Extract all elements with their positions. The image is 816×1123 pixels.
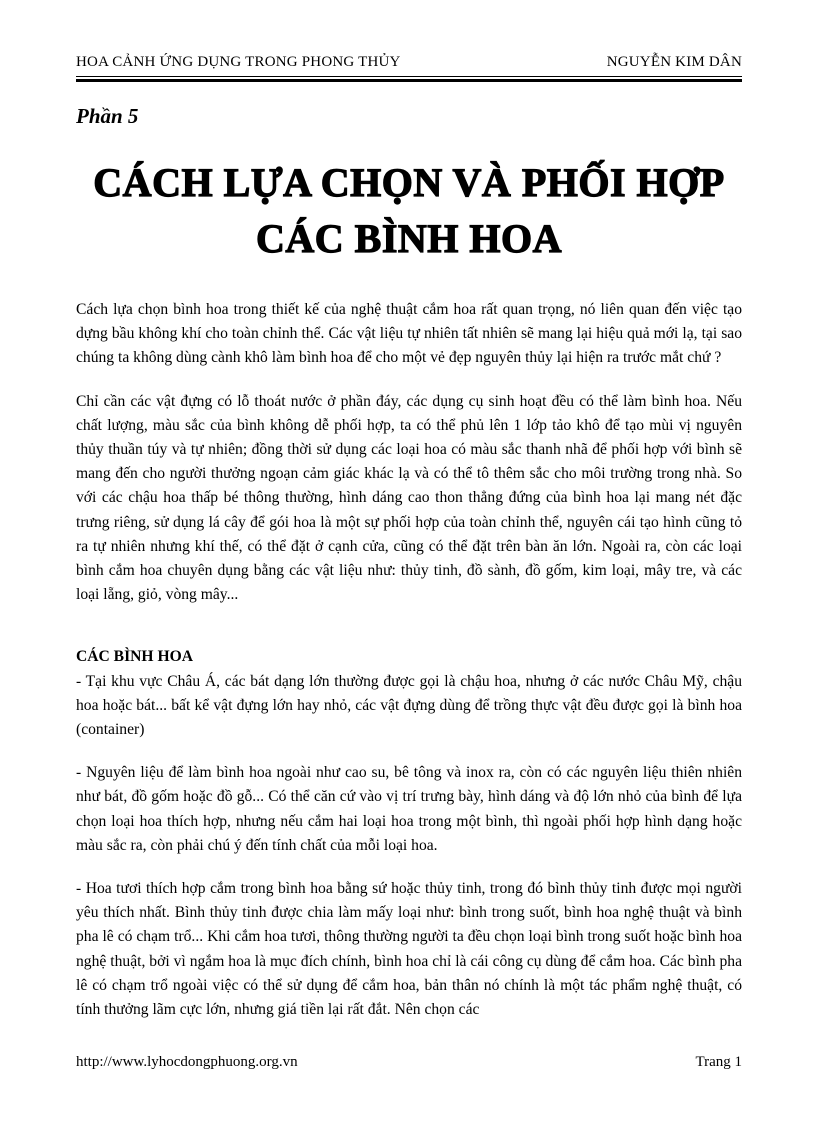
header-author: NGUYỄN KIM DÂN [606, 54, 742, 70]
header-rule-thin [76, 76, 742, 77]
page-number: Trang 1 [695, 1054, 742, 1070]
header-book-title: HOA CẢNH ỨNG DỤNG TRONG PHONG THỦY [76, 54, 401, 70]
paragraph-2: Chỉ cần các vật đựng có lỗ thoát nước ở phần đáy, các dụng cụ sinh hoạt đều có thể làm bình hoa. Nếu chất lượng, màu sắc của bình không dễ phối hợp, ta có thể phủ lên 1 lớp tảo khô để tạo mùi vị nguyên thủy thuần túy và tự nhiên; đồng thời sử dụng các loại hoa có màu sắc thanh nhã để phối hợp với bình sẽ mang đến cho người thưởng ngoạn cảm giác khác lạ và có thể tô thêm sắc cho môi trường trong nhà. So với các chậu hoa thấp bé thông thường, hình dáng cao thon thẳng đứng của bình hoa lại mang nét đặc trưng riêng, sử dụng lá cây để gói hoa là một sự phối hợp của toàn chỉnh thể, nguyên cái tạo hình cũng tỏ ra tự nhiên nhưng khí thế, có thể đặt ở cạnh cửa, cũng có thể đặt trên bàn ăn lớn. Ngoài ra, còn các loại bình cắm hoa chuyên dụng bằng các vật liệu như: thủy tinh, đồ sành, đồ gốm, kim loại, mây tre, và các loại lẵng, giỏ, vòng mây... [76, 392, 742, 604]
paragraph-1: Cách lựa chọn bình hoa trong thiết kế của nghệ thuật cắm hoa rất quan trọng, nó liên quan đến việc tạo dựng bầu không khí cho toàn chỉnh thể. Các vật liệu tự nhiên tất nhiên sẽ mang lại hiệu quả mới lạ, tại sao chúng ta không dùng cành khô làm bình hoa để cho một vẻ đẹp nguyên thủy lại hiện ra trước mắt chứ ? [76, 301, 742, 367]
footer-url[interactable]: http://www.lyhocdongphuong.org.vn [76, 1054, 298, 1070]
body-text [76, 298, 742, 1022]
paragraph-5: - Hoa tươi thích hợp cắm trong bình hoa bằng sứ hoặc thủy tinh, trong đó bình thủy tinh được mọi người yêu thích nhất. Bình thủy tinh được chia làm mấy loại như: bình trong suốt, bình hoa nghệ thuật và bình pha lê có chạm trổ... Khi cắm hoa tươi, thông thường người ta đều chọn loại bình trong suốt hoặc bình hoa nghệ thuật, bởi vì ngắm hoa là mục đích chính, bình hoa chỉ là cái công cụ dùng để cắm hoa. Các bình pha lê có chạm trổ ngoài việc có thể sử dụng để cắm hoa, bản thân nó chính là một tác phẩm nghệ thuật, có tính thưởng lãm cực lớn, nhưng giá tiền lại rất đắt. Nên chọn các [76, 880, 742, 1019]
chapter-title-line-1: CÁCH LỰA CHỌN VÀ PHỐI HỢP [93, 160, 725, 205]
paragraph-3: - Tại khu vực Châu Á, các bát dạng lớn thường được gọi là chậu hoa, nhưng ở các nước Châu Mỹ, chậu hoa hoặc bát... bất kể vật đựng lớn hay nhỏ, các vật đựng dùng để trồng thực vật đều được gọi là bình hoa (container) [76, 672, 742, 739]
page-header [76, 54, 742, 71]
part-label: Phần 5 [76, 104, 139, 128]
page-footer [76, 1054, 742, 1071]
chapter-title-line-2: CÁC BÌNH HOA [255, 216, 563, 261]
paragraph-4: - Nguyên liệu để làm bình hoa ngoài như cao su, bê tông và inox ra, còn có các nguyên liệu thiên nhiên như bát, đồ gốm hoặc đồ gỗ... Có thể căn cứ vào vị trí trưng bày, hình dáng và độ lớn nhỏ của bình để lựa chọn loại hoa thích hợp, nhưng nếu cắm hai loại hoa trong một bình, thì ngoài phối hợp hình dạng hoặc màu sắc ra, còn phải chú ý đến tính chất của mỗi loại hoa. [76, 764, 742, 854]
chapter-title [76, 155, 742, 267]
header-rule-thick [76, 79, 742, 82]
section-heading: CÁC BÌNH HOA [76, 648, 193, 666]
